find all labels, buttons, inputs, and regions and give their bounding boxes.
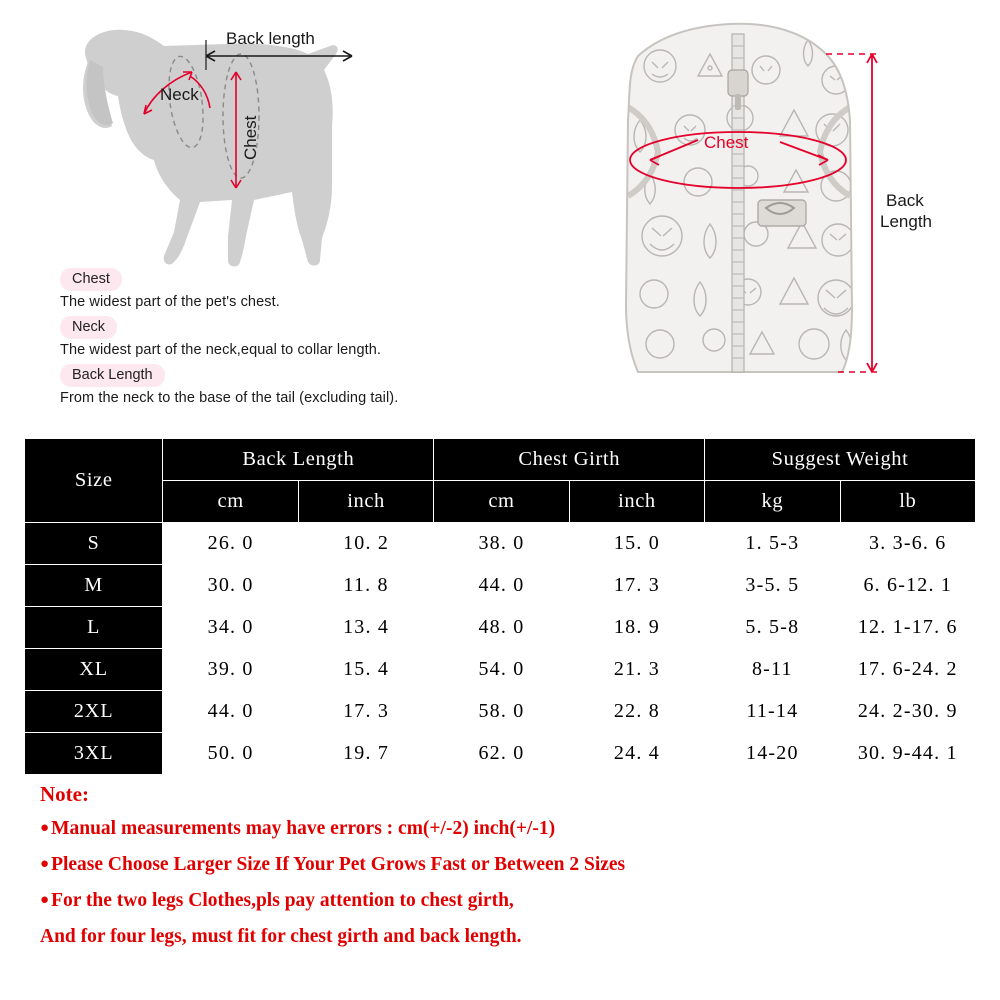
definition-term-back-length: Back Length [60,364,165,387]
note-line-1 [40,817,970,840]
cell-weight-lb: 24. 2-30. 9 [840,691,975,733]
cell-back-length-cm: 50. 0 [163,733,298,775]
cell-chest-cm: 38. 0 [434,523,569,565]
header-back-length: Back Length [163,439,434,481]
cell-size: M [25,565,163,607]
definition-neck [60,316,580,358]
cell-weight-lb: 6. 6-12. 1 [840,565,975,607]
cell-back-length-inch: 17. 3 [298,691,433,733]
vest-label-back-length-line1: Back [886,191,924,210]
cell-size: XL [25,649,163,691]
bullet-icon: ● [40,892,50,908]
table-row [25,565,976,607]
vest-label-chest: Chest [704,133,749,152]
note-text-1: Manual measurements may have errors : cm(+/-2) inch(+/-1) [51,818,556,839]
header-size: Size [25,439,163,523]
cell-back-length-cm: 44. 0 [163,691,298,733]
cell-weight-lb: 12. 1-17. 6 [840,607,975,649]
vest-label-back-length-line2: Length [880,212,932,231]
definition-text-chest: The widest part of the pet's chest. [60,294,280,310]
header-suggest-weight: Suggest Weight [705,439,976,481]
table-row [25,607,976,649]
cell-chest-inch: 17. 3 [569,565,704,607]
cell-size: 2XL [25,691,163,733]
header-chest-cm: cm [434,481,569,523]
cell-back-length-inch: 11. 8 [298,565,433,607]
vest-diagram-svg [580,10,980,410]
definition-text-neck: The widest part of the neck,equal to collar length. [60,342,382,358]
cell-chest-cm: 54. 0 [434,649,569,691]
cell-chest-inch: 15. 0 [569,523,704,565]
note-line-4: And for four legs, must fit for chest girth and back length. [40,926,522,947]
cell-back-length-inch: 15. 4 [298,649,433,691]
cell-weight-kg: 8-11 [705,649,840,691]
note-text-3: For the two legs Clothes,pls pay attention to chest girth, [51,890,514,911]
cell-size: L [25,607,163,649]
table-row [25,733,976,775]
cell-back-length-cm: 34. 0 [163,607,298,649]
table-body [25,523,976,775]
definition-term-neck: Neck [60,316,117,339]
cell-weight-lb: 17. 6-24. 2 [840,649,975,691]
cell-back-length-cm: 26. 0 [163,523,298,565]
cell-weight-kg: 3-5. 5 [705,565,840,607]
vest-d-ring [758,200,806,226]
cell-weight-kg: 1. 5-3 [705,523,840,565]
header-weight-lb: lb [840,481,975,523]
header-back-length-cm: cm [163,481,298,523]
cell-back-length-inch: 13. 4 [298,607,433,649]
cell-weight-kg: 5. 5-8 [705,607,840,649]
note-line-3 [40,889,970,912]
cell-size: S [25,523,163,565]
table-row [25,649,976,691]
cell-chest-inch: 18. 9 [569,607,704,649]
cell-back-length-inch: 19. 7 [298,733,433,775]
cell-chest-cm: 62. 0 [434,733,569,775]
label-back-length: Back length [226,29,315,48]
header-chest-girth: Chest Girth [434,439,705,481]
cell-back-length-cm: 30. 0 [163,565,298,607]
label-chest: Chest [241,115,260,160]
cell-back-length-cm: 39. 0 [163,649,298,691]
definition-chest [60,268,580,310]
bullet-icon: ● [40,820,50,836]
cell-weight-lb: 30. 9-44. 1 [840,733,975,775]
note-text-2: Please Choose Larger Size If Your Pet Grows Fast or Between 2 Sizes [51,854,626,875]
definition-back-length [60,364,580,406]
cell-chest-inch: 24. 4 [569,733,704,775]
illustration-area [0,0,1000,420]
definition-term-chest: Chest [60,268,122,291]
cell-back-length-inch: 10. 2 [298,523,433,565]
note-line-2 [40,853,970,876]
label-neck: Neck [160,85,199,104]
table-head [25,439,976,523]
dog-silhouette [83,30,338,267]
table-row [25,523,976,565]
header-chest-inch: inch [569,481,704,523]
cell-weight-lb: 3. 3-6. 6 [840,523,975,565]
dog-diagram-svg [40,10,440,290]
size-chart-table [24,438,976,775]
definition-text-back-length: From the neck to the base of the tail (excluding tail). [60,390,399,406]
notes-section [40,782,970,961]
header-back-length-inch: inch [298,481,433,523]
dog-measurement-diagram [40,10,440,290]
header-weight-kg: kg [705,481,840,523]
cell-weight-kg: 14-20 [705,733,840,775]
cell-chest-cm: 58. 0 [434,691,569,733]
table-row [25,691,976,733]
cell-chest-inch: 22. 8 [569,691,704,733]
bullet-icon: ● [40,856,50,872]
vest-measurement-diagram [580,10,980,410]
table-header-row-groups [25,439,976,481]
cell-chest-cm: 48. 0 [434,607,569,649]
cell-size: 3XL [25,733,163,775]
cell-chest-cm: 44. 0 [434,565,569,607]
cell-chest-inch: 21. 3 [569,649,704,691]
definitions-list [60,268,580,412]
cell-weight-kg: 11-14 [705,691,840,733]
table-header-row-units [25,481,976,523]
notes-title: Note: [40,782,89,806]
